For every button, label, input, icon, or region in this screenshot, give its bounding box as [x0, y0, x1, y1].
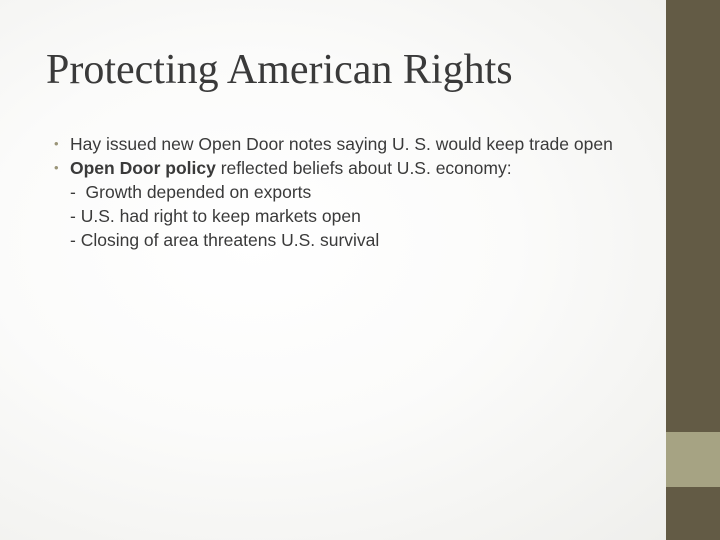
bullet-text: reflected beliefs about U.S. economy:	[215, 158, 512, 178]
slide-title: Protecting American Rights	[46, 47, 513, 93]
side-bar-accent	[666, 432, 720, 487]
bullet-item-open-door-notes	[54, 132, 614, 156]
sub-item-growth-exports: - Growth depended on exports	[70, 182, 312, 202]
sub-item-markets-open: - U.S. had right to keep markets open	[70, 206, 361, 226]
bullet-bold-term: Open Door policy	[70, 158, 216, 178]
bullet-text: Hay issued new Open Door notes saying U. S. would keep trade open	[70, 134, 613, 154]
bullet-icon: •	[54, 136, 59, 151]
bullet-list	[54, 132, 614, 252]
bullet-item-open-door-policy	[54, 156, 614, 180]
side-bar	[666, 0, 720, 540]
bullet-icon: •	[54, 160, 59, 175]
sub-item-closing-area: - Closing of area threatens U.S. survival	[70, 230, 380, 250]
